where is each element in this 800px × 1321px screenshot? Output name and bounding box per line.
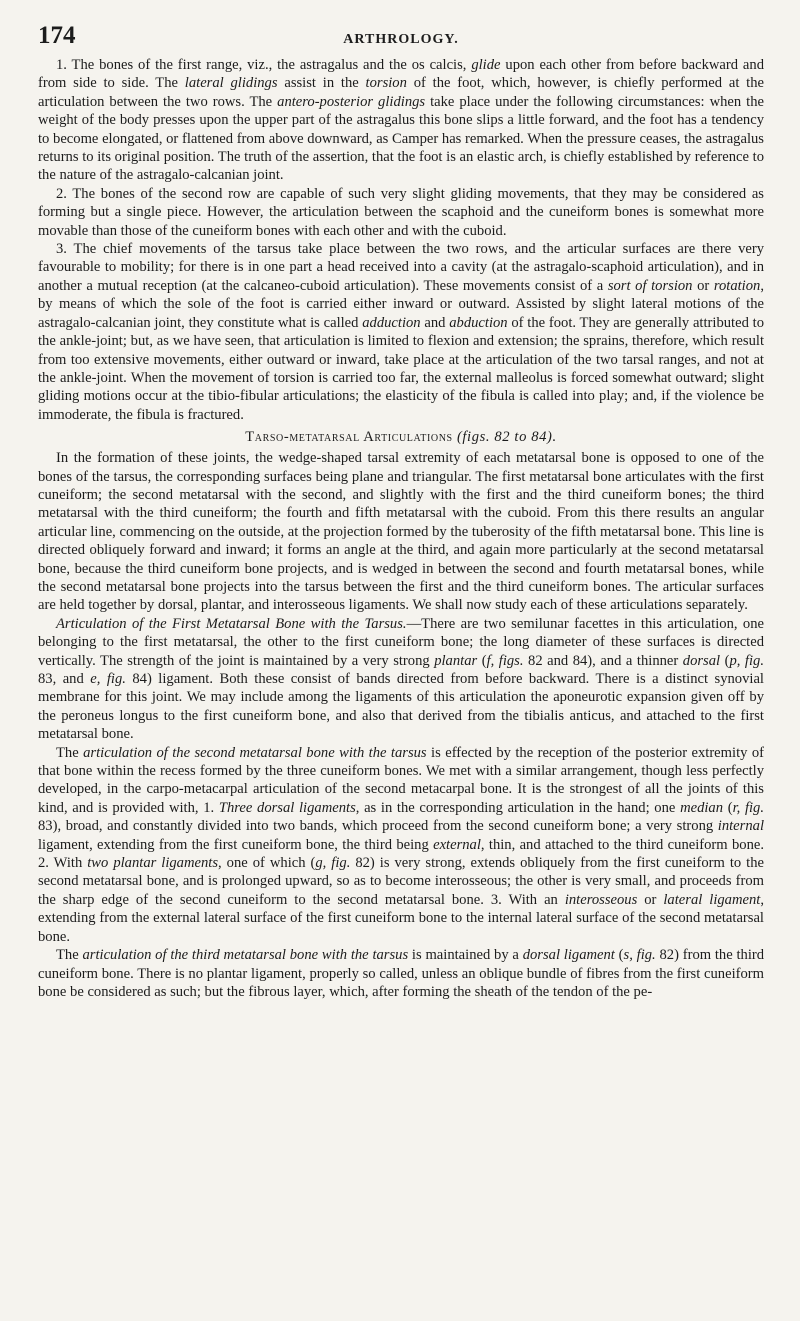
- text-run: and: [420, 314, 450, 331]
- italic-text: lateral ligament: [663, 891, 761, 908]
- text-run: assist in the: [277, 75, 366, 92]
- italic-text: dorsal: [682, 652, 721, 669]
- text-run: The: [56, 947, 83, 964]
- text-run: , thin, and attached to the third cuneiform bone. 2. With: [38, 836, 764, 872]
- italic-text: e, fig.: [90, 671, 126, 687]
- text-run: 3. The chief movements of the tarsus take place between the two rows, and the articular surfaces are there very favourable to mobility; for there is in one part a head received into a cavity (at the astragalo-scaphoid articulation), and in another a mutual reception (at the calcaneo-cuboid articulation). These movements consist of a: [38, 241, 764, 294]
- text-run: , by means of which the sole of the foot is carried either inward or outward. Assisted by slight lateral motions of the astragalo-calcanian joint, they constitute what is called: [38, 277, 764, 331]
- paragraph-group-tarsus-movements: [38, 56, 764, 424]
- text-run: (: [614, 947, 624, 964]
- text-run: is effected by the reception of the posterior extremity of that bone within the recess formed by the three cuneiform bones. We met with a similar arrangement, though less perfectly developed, in the carpo-metacarpal articulation of the second metacarpal bone. It is the strongest of all the joints of this kind, and is provided with, 1.: [38, 744, 765, 816]
- text-run: or: [692, 277, 714, 294]
- text-run: 2. The bones of the second row are capable of such very slight gliding movements, that they may be considered as forming but a single piece. However, the articulation between the scaphoid and the cuneiform bones is somewhat more movable than those of the cuneiform bones with each other and with the cuboid.: [38, 185, 764, 239]
- italic-text: antero-posterior glidings: [277, 93, 426, 110]
- text-run: In the formation of these joints, the wedge-shaped tarsal extremity of each metatarsal bone is opposed to one of the bones of the tarsus, the corresponding surfaces being plane and triangular. The first metatarsal bone articulates with the first cuneiform; the second metatarsal with the second, and slightly with the first and the third cuneiform bones; the third metatarsal with the third cuneiform; the fourth and fifth metatarsal with the cuboid. From this there results an angular articular line, commencing on the outside, at the projection formed by the tuberosity of the fifth metatarsal bone. This line is directed obliquely forward and inward; it forms an angle at the third, and again more particularly at the second metatarsal bone, because the third cuneiform bone projects, and is wedged in between the second and fourth metatarsal bones, while the second metatarsal bone projects into the tarsus between the first and the third cuneiform bones. The articular surfaces are held together by dorsal, plantar, and interosseous ligaments. We shall now study each of these articulations separately.: [38, 450, 764, 614]
- italic-text: median: [680, 799, 724, 816]
- italic-text: two plantar ligaments: [87, 855, 219, 872]
- text-run: upon each other from before backward and from side to side. The: [38, 57, 764, 92]
- italic-text: internal: [717, 818, 764, 835]
- running-title: ARTHROLOGY.: [343, 32, 459, 47]
- section-heading-title: Tarso-metatarsal Articulations: [245, 429, 453, 446]
- italic-text: glide: [471, 57, 501, 73]
- page-body: [38, 56, 764, 1001]
- text-run: (: [477, 652, 487, 669]
- italic-text: articulation of the second metatarsal bone with the tarsus: [83, 744, 427, 761]
- section-heading-figs: (figs. 82 to 84).: [456, 429, 557, 446]
- text-run: 82 and 84), and a thinner: [523, 652, 683, 669]
- italic-text: plantar: [434, 652, 478, 669]
- italic-text: r, fig.: [732, 799, 764, 816]
- text-run: take place under the following circumstances: when the weight of the body presses upon the upper part of the astragalus this bone slips a little forward, and the foot has a tendency to become elongated, or flattened from above downward, as Camper has remarked. When the pressure ceases, the astragalus returns to its original position. The truth of the assertion, that the foot is an elastic arch, is chiefly established by reference to the nature of the astragalo-calcanian joint.: [38, 93, 764, 184]
- italic-text: Three dorsal ligaments: [218, 799, 356, 816]
- italic-text: articulation of the third metatarsal bone with the tarsus: [82, 947, 409, 964]
- italic-text: p, fig.: [729, 652, 764, 669]
- text-run: of the foot. They are generally attributed to the ankle-joint; but, as we have seen, that articulation is limited to flexion and extension; the sprains, therefore, which result from too extensive movements, either outward or inward, take place at the articulation of the two tarsal ranges, and not at the ankle-joint. When the movement of torsion is carried too far, the external malleolus is forced somewhat outward; slight gliding motions occur at the tibio-fibular articulations; the elasticity of the fibula is called into play; and, if the violence be immoderate, the fibula is fractured.: [38, 314, 764, 423]
- italic-text: abduction: [449, 314, 508, 331]
- text-run: —There are two semilunar facettes in this articulation, one belonging to the first metatarsal, the other to the first cuneiform bone; the long diameter of these surfaces is directed vertically. The strength of the joint is maintained by a very strong: [38, 615, 765, 669]
- section-heading: [38, 429, 764, 446]
- text-run: 83), broad, and constantly divided into two bands, which proceed from the second cuneiform bone; a very strong: [38, 818, 718, 835]
- text-run: The: [56, 744, 84, 761]
- paragraph: [38, 744, 764, 946]
- page-number: 174: [38, 22, 76, 49]
- italic-text: torsion: [365, 75, 407, 92]
- text-run: 83, and: [38, 671, 91, 687]
- italic-text: rotation: [713, 277, 761, 294]
- italic-text: sort of torsion: [607, 277, 693, 294]
- text-run: , extending from the external lateral surface of the first cuneiform bone to the internal lateral surface of the second metatarsal bone.: [38, 891, 764, 945]
- paragraph: [38, 240, 764, 424]
- text-run: , as in the corresponding articulation in the hand; one: [355, 799, 681, 816]
- text-run: or: [637, 891, 664, 908]
- italic-text: f, figs.: [486, 652, 524, 669]
- paragraph: [38, 56, 764, 185]
- paragraph: [38, 185, 764, 240]
- text-run: 84) ligament. Both these consist of bands directed from before backward. There is a distinct synovial membrane for this joint. We may include among the ligaments of this articulation the aponeurotic expansion given off by the peroneus longus to the first cuneiform bone, and also that derived from the tibialis anticus, and attached to the first metatarsal bone.: [38, 671, 764, 743]
- italic-text: interosseous: [564, 891, 638, 908]
- italic-text: dorsal ligament: [522, 947, 615, 964]
- text-run: 82) is very strong, extends obliquely from the first cuneiform to the second metatarsal bone, and is prolonged upward, so as to become interosseous; the other is very small, and proceeds from the sharp edge of the second cuneiform to the second metatarsal bone. 3. With an: [38, 855, 764, 908]
- italic-text: lateral glidings: [184, 75, 278, 92]
- text-run: ligament, extending from the first cuneiform bone, the third being: [38, 836, 434, 853]
- text-run: 1. The bones of the first range, viz., the astragalus and the os calcis,: [56, 57, 472, 73]
- text-run: , one of which (: [218, 855, 316, 872]
- text-run: is maintained by a: [408, 947, 523, 964]
- text-run: (: [720, 652, 730, 669]
- text-run: of the foot, which, however, is chiefly performed at the articulation between the two rows. The: [38, 75, 765, 110]
- italic-text: g, fig.: [315, 855, 351, 872]
- italic-text: adduction: [362, 314, 421, 331]
- running-head: [38, 22, 764, 52]
- paragraph-group-tarso-metatarsal: [38, 449, 764, 1001]
- text-run: 82) from the third cuneiform bone. There is no plantar ligament, properly so called, unless an oblique bundle of fibres from the first cuneiform bone be considered as such; but the fibrous layer, which, after forming the sheath of the tendon of the pe-: [38, 947, 765, 1000]
- italic-text: s, fig.: [623, 947, 656, 964]
- italic-text: external: [433, 836, 481, 853]
- paragraph: [38, 449, 764, 615]
- text-run: (: [723, 799, 733, 816]
- paragraph: [38, 615, 764, 744]
- italic-text: Articulation of the First Metatarsal Bone with the Tarsus.: [56, 615, 407, 632]
- paragraph: [38, 946, 764, 1001]
